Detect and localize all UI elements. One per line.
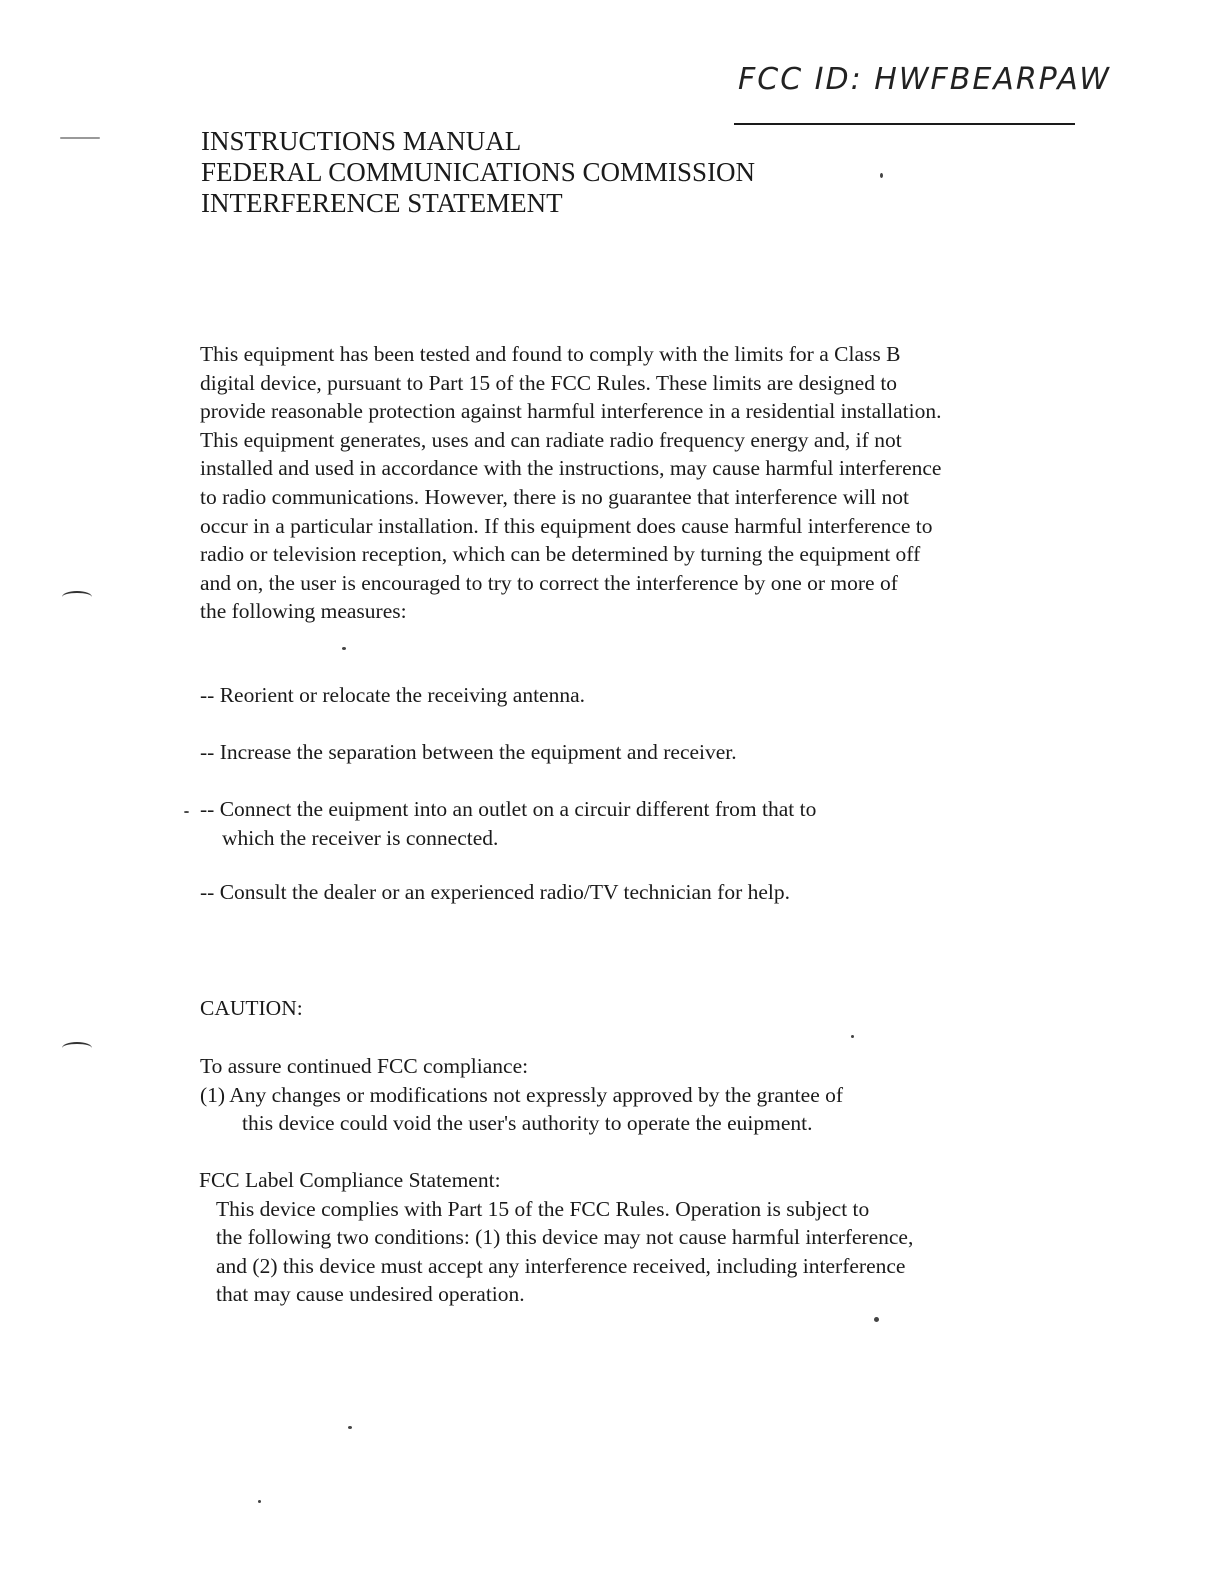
label-line: and (2) this device must accept any interference received, including interference: [216, 1253, 906, 1278]
measure-line: which the receiver is connected.: [222, 825, 499, 850]
statement-line: the following measures:: [200, 599, 407, 624]
title-line-3: INTERFERENCE STATEMENT: [201, 188, 563, 218]
document-title: [201, 126, 755, 219]
scan-speck: [184, 811, 189, 813]
caution-intro: To assure continued FCC compliance:: [200, 1054, 529, 1078]
measure-consult-dealer: -- Consult the dealer or an experienced radio/TV technician for help.: [200, 880, 791, 904]
label-line: the following two conditions: (1) this device may not cause harmful interference,: [216, 1225, 914, 1250]
statement-line: radio or television reception, which can be determined by turning the equipment off: [200, 542, 921, 567]
fcc-id-handwritten: FCC ID: HWFBEARPAW: [738, 62, 1111, 97]
scan-speck: [342, 647, 346, 650]
caution-item-line: this device could void the user's authority to operate the euipment.: [242, 1111, 813, 1136]
caution-item-line: (1) Any changes or modifications not expressly approved by the grantee of: [200, 1082, 844, 1107]
statement-line: installed and used in accordance with the instructions, may cause harmful interference: [200, 456, 942, 481]
measure-increase-separation: -- Increase the separation between the equipment and receiver.: [200, 740, 737, 764]
scan-speck: [874, 1317, 879, 1322]
scan-speck: [880, 173, 883, 178]
label-line: This device complies with Part 15 of the FCC Rules. Operation is subject to: [216, 1196, 870, 1221]
interference-statement: [200, 340, 1030, 626]
label-line: that may cause undesired operation.: [216, 1282, 525, 1307]
scan-mark: [62, 1042, 92, 1054]
scan-speck: [258, 1500, 261, 1503]
statement-line: digital device, pursuant to Part 15 of the FCC Rules. These limits are designed to: [200, 370, 898, 395]
statement-line: This equipment has been tested and found to comply with the limits for a Class B: [200, 342, 901, 366]
statement-line: and on, the user is encouraged to try to correct the interference by one or more of: [200, 570, 898, 595]
measure-reorient: -- Reorient or relocate the receiving antenna.: [200, 683, 586, 707]
statement-line: to radio communications. However, there is no guarantee that interference will not: [200, 484, 909, 509]
statement-line: This equipment generates, uses and can radiate radio frequency energy and, if not: [200, 427, 902, 452]
label-compliance-statement: [199, 1166, 913, 1309]
measure-line: -- Connect the euipment into an outlet on a circuir different from that to: [200, 797, 817, 821]
scan-speck: [348, 1426, 352, 1429]
statement-line: occur in a particular installation. If this equipment does cause harmful interference to: [200, 513, 933, 538]
caution-heading: CAUTION:: [200, 996, 303, 1020]
statement-line: provide reasonable protection against harmful interference in a residential installation.: [200, 399, 942, 424]
scan-mark: [62, 591, 92, 603]
title-line-2: FEDERAL COMMUNICATIONS COMMISSION: [201, 157, 756, 187]
title-line-1: INSTRUCTIONS MANUAL: [201, 126, 522, 156]
label-heading: FCC Label Compliance Statement:: [199, 1168, 501, 1192]
caution-block: [200, 1052, 843, 1138]
scan-speck: [60, 137, 100, 139]
fcc-id-underline: [734, 123, 1075, 125]
measure-different-circuit: [200, 795, 816, 852]
scan-speck: [851, 1035, 854, 1038]
